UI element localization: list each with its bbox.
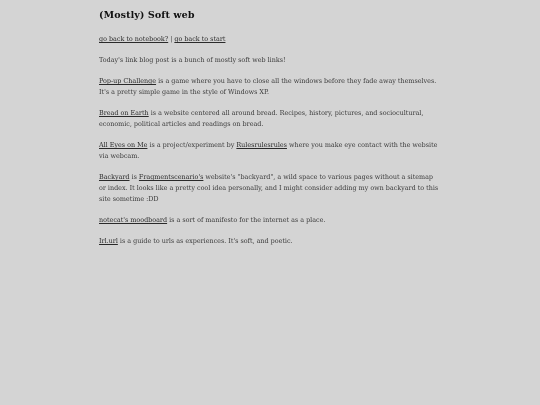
backyard-link[interactable]: Backyard <box>99 173 130 181</box>
intro-text: Today's link blog post is a bunch of mostly soft web links! <box>99 56 286 64</box>
entry-notecat-moodboard <box>99 215 439 226</box>
all-eyes-on-me-link[interactable]: All Eyes on Me <box>99 141 148 149</box>
rulesrulesrules-link[interactable]: Rulesrulesrules <box>236 141 287 149</box>
entry-popup-challenge <box>99 76 439 98</box>
entry-backyard <box>99 172 439 205</box>
popup-challenge-link[interactable]: Pop-up Challenge <box>99 77 157 85</box>
entry-description: is a project/experiment by <box>147 141 237 149</box>
back-to-start-link[interactable]: go back to start <box>174 35 226 43</box>
entry-bread-on-earth <box>99 108 439 130</box>
entry-description: is <box>129 173 139 181</box>
entry-description: is a website centered all around bread. Recipes, history, pictures, and sociocultural, economic, political articles and readings on bread. <box>99 109 424 128</box>
entry-irl-url <box>99 236 439 247</box>
entry-description: is a sort of manifesto for the internet as a place. <box>167 216 326 224</box>
page-title: (Mostly) Soft web <box>99 10 195 21</box>
irl-url-link[interactable]: Irl.url <box>99 237 118 245</box>
back-to-notebook-link[interactable]: go back to notebook? <box>99 35 169 43</box>
entry-description: where you make eye contact with the website via webcam. <box>99 141 438 160</box>
nav-links <box>99 34 439 45</box>
notecat-moodboard-link[interactable]: notecat's moodboard <box>99 216 168 224</box>
nav-separator: | <box>170 35 173 43</box>
entry-description: website's "backyard", a wild space to various pages without a sitemap or index. It looks like a pretty cool idea personally, and I might consider adding my own backyard to this site sometime :DD <box>99 173 439 203</box>
entry-all-eyes-on-me <box>99 140 439 162</box>
page-content <box>99 10 439 257</box>
entry-description: is a guide to urls as experiences. It's soft, and poetic. <box>117 237 293 245</box>
fragmentscenario-link[interactable]: Fragmentscenario's <box>138 173 204 181</box>
bread-on-earth-link[interactable]: Bread on Earth <box>99 109 149 117</box>
entry-description: is a game where you have to close all the windows before they fade away themselves. It's a pretty simple game in the style of Windows XP. <box>99 77 437 96</box>
